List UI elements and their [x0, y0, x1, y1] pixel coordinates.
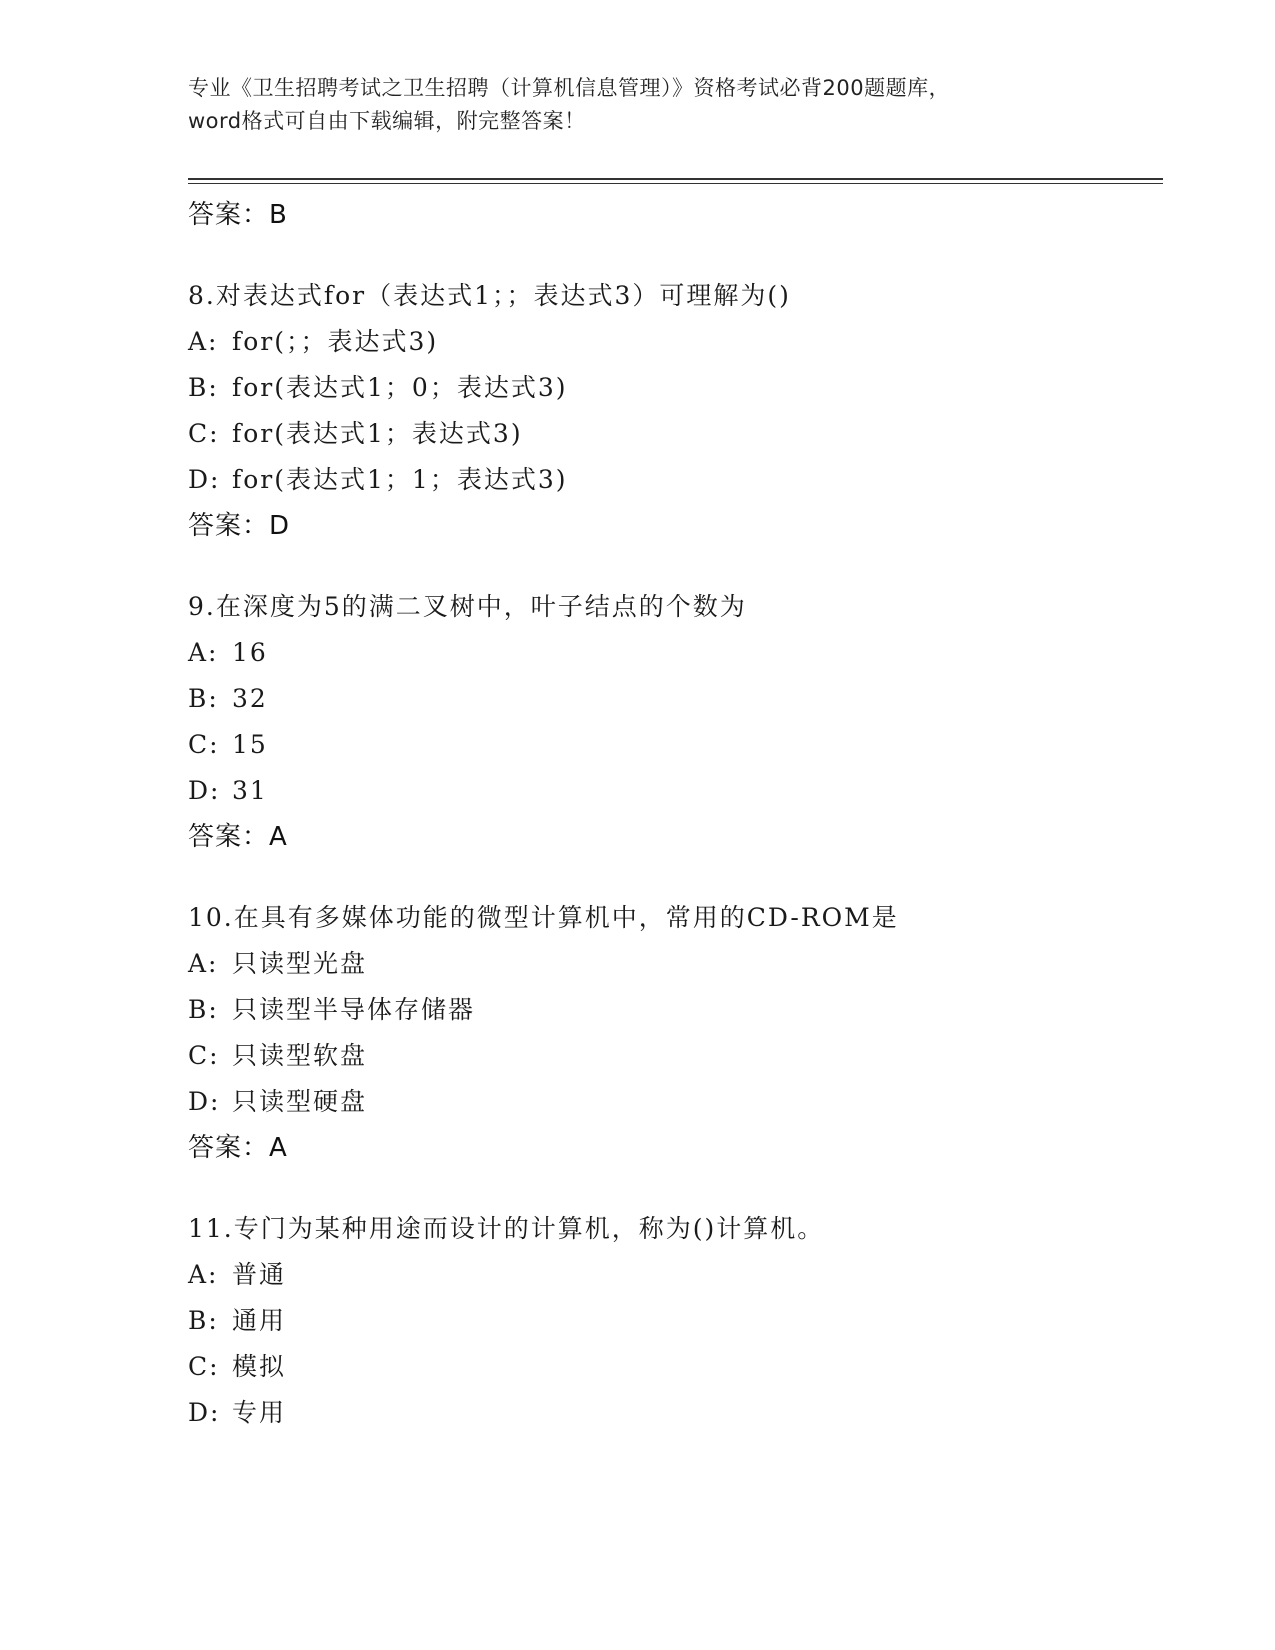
option-letter: C:: [188, 1041, 220, 1070]
question-block-9: [188, 584, 1163, 860]
option-letter: C:: [188, 419, 220, 448]
option-d: [188, 1390, 1163, 1436]
option-letter: D:: [188, 465, 221, 494]
option-letter: A:: [188, 949, 219, 978]
answer-line: 答案：A: [188, 1133, 288, 1163]
question-stem: 8.对表达式for（表达式1；；表达式3）可理解为(): [188, 281, 791, 310]
option-d: [188, 457, 1163, 503]
option-letter: B:: [188, 995, 219, 1024]
option-text: 通用: [232, 1306, 287, 1335]
option-a: [188, 630, 1163, 676]
option-text: for(表达式1；表达式3): [232, 419, 523, 448]
option-b: [188, 987, 1163, 1033]
option-c: [188, 411, 1163, 457]
option-text: for(表达式1；0；表达式3): [232, 373, 568, 402]
option-letter: B:: [188, 684, 219, 713]
option-text: 只读型光盘: [232, 949, 368, 978]
answer-line: 答案：D: [188, 511, 291, 541]
option-a: [188, 941, 1163, 987]
option-c: [188, 1033, 1163, 1079]
option-text: 模拟: [232, 1352, 287, 1381]
question-stem: 11.专门为某种用途而设计的计算机，称为()计算机。: [188, 1214, 825, 1243]
option-b: [188, 365, 1163, 411]
question-list: [188, 192, 1163, 1471]
option-c: [188, 722, 1163, 768]
answer-line: 答案：B: [188, 200, 288, 230]
option-text: 16: [232, 638, 268, 667]
option-text: 只读型软盘: [232, 1041, 368, 1070]
question-stem: 9.在深度为5的满二叉树中，叶子结点的个数为: [188, 592, 747, 621]
option-letter: D:: [188, 1087, 221, 1116]
option-letter: D:: [188, 776, 221, 805]
header-title-line-2: word格式可自由下载编辑，附完整答案！: [188, 109, 586, 133]
option-letter: A:: [188, 1260, 219, 1289]
question-stem: 10.在具有多媒体功能的微型计算机中，常用的CD-ROM是: [188, 903, 899, 932]
option-letter: A:: [188, 638, 219, 667]
option-letter: C:: [188, 730, 220, 759]
option-letter: B:: [188, 1306, 219, 1335]
option-letter: C:: [188, 1352, 220, 1381]
option-text: 普通: [232, 1260, 287, 1289]
option-d: [188, 1079, 1163, 1125]
option-text: for(；；表达式3): [232, 327, 439, 356]
option-text: 专用: [232, 1398, 287, 1427]
option-letter: A:: [188, 327, 219, 356]
option-b: [188, 1298, 1163, 1344]
document-header: [188, 72, 1088, 138]
option-text: 31: [232, 776, 268, 805]
question-block-11: [188, 1206, 1163, 1436]
option-letter: B:: [188, 373, 219, 402]
header-title-line-1: 专业《卫生招聘考试之卫生招聘（计算机信息管理）》资格考试必背200题题库，: [188, 76, 951, 100]
option-letter: D:: [188, 1398, 221, 1427]
question-block-10: [188, 895, 1163, 1171]
option-b: [188, 676, 1163, 722]
option-text: 只读型硬盘: [232, 1087, 368, 1116]
option-a: [188, 1252, 1163, 1298]
header-divider: [188, 178, 1163, 184]
option-text: 32: [232, 684, 268, 713]
option-a: [188, 319, 1163, 365]
option-text: for(表达式1；1；表达式3): [232, 465, 568, 494]
question-block-8: [188, 273, 1163, 549]
option-text: 只读型半导体存储器: [232, 995, 476, 1024]
answer-line: 答案：A: [188, 822, 288, 852]
option-text: 15: [232, 730, 268, 759]
option-d: [188, 768, 1163, 814]
option-c: [188, 1344, 1163, 1390]
